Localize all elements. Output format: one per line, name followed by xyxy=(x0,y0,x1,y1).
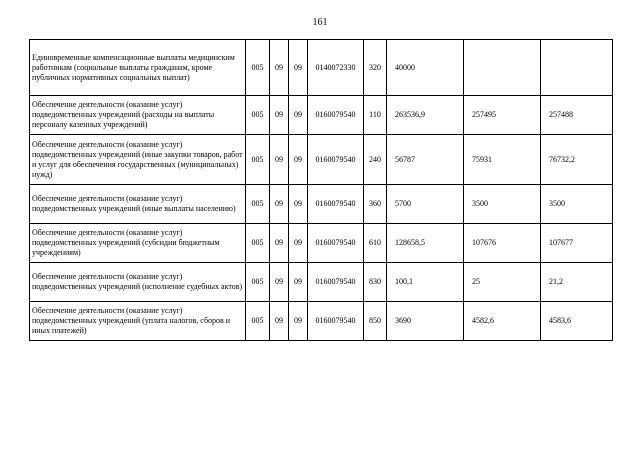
amount-2 xyxy=(464,40,541,96)
amount-3: 3500 xyxy=(541,185,613,224)
amount-1: 128658,5 xyxy=(387,224,464,263)
row-name: Обеспечение деятельности (оказание услуг) подведомственных учреждений (уплата налогов, сборов и иных платежей) xyxy=(30,302,246,341)
section-code: 09 xyxy=(270,40,289,96)
amount-2: 3500 xyxy=(464,185,541,224)
expense-type-code: 850 xyxy=(364,302,387,341)
subsection-code: 09 xyxy=(289,40,308,96)
ministry-code: 005 xyxy=(246,185,270,224)
subsection-code: 09 xyxy=(289,135,308,185)
expense-type-code: 830 xyxy=(364,263,387,302)
row-name: Обеспечение деятельности (оказание услуг) подведомственных учреждений (иные выплаты населению) xyxy=(30,185,246,224)
amount-2: 257495 xyxy=(464,96,541,135)
amount-3 xyxy=(541,40,613,96)
amount-1: 263536,9 xyxy=(387,96,464,135)
section-code: 09 xyxy=(270,224,289,263)
amount-1: 5700 xyxy=(387,185,464,224)
amount-3: 4583,6 xyxy=(541,302,613,341)
table-row xyxy=(30,96,613,135)
amount-3: 76732,2 xyxy=(541,135,613,185)
amount-2: 107676 xyxy=(464,224,541,263)
row-name: Обеспечение деятельности (оказание услуг) подведомственных учреждений (иные закупки товаров, работ и услуг для обеспечения государственных (муниципальных) нужд) xyxy=(30,135,246,185)
subsection-code: 09 xyxy=(289,96,308,135)
target-article-code: 0160079540 xyxy=(308,185,364,224)
ministry-code: 005 xyxy=(246,40,270,96)
row-name: Обеспечение деятельности (оказание услуг) подведомственных учреждений (субсидии бюджетным учреждениям) xyxy=(30,224,246,263)
table-row xyxy=(30,224,613,263)
target-article-code: 0160079540 xyxy=(308,135,364,185)
table-row xyxy=(30,40,613,96)
budget-table xyxy=(29,39,613,341)
ministry-code: 005 xyxy=(246,263,270,302)
ministry-code: 005 xyxy=(246,135,270,185)
row-name: Обеспечение деятельности (оказание услуг) подведомственных учреждений (исполнение судебных актов) xyxy=(30,263,246,302)
ministry-code: 005 xyxy=(246,96,270,135)
table-row xyxy=(30,135,613,185)
target-article-code: 0160079540 xyxy=(308,224,364,263)
section-code: 09 xyxy=(270,263,289,302)
amount-3: 107677 xyxy=(541,224,613,263)
section-code: 09 xyxy=(270,96,289,135)
amount-1: 100,1 xyxy=(387,263,464,302)
section-code: 09 xyxy=(270,135,289,185)
target-article-code: 0160079540 xyxy=(308,96,364,135)
target-article-code: 0160079540 xyxy=(308,302,364,341)
expense-type-code: 320 xyxy=(364,40,387,96)
amount-2: 4582,6 xyxy=(464,302,541,341)
table-row xyxy=(30,302,613,341)
subsection-code: 09 xyxy=(289,185,308,224)
page-number: 161 xyxy=(312,17,328,28)
amount-1: 56787 xyxy=(387,135,464,185)
subsection-code: 09 xyxy=(289,263,308,302)
row-name: Обеспечение деятельности (оказание услуг) подведомственных учреждений (расходы на выплаты персоналу казенных учреждений) xyxy=(30,96,246,135)
expense-type-code: 110 xyxy=(364,96,387,135)
amount-2: 25 xyxy=(464,263,541,302)
section-code: 09 xyxy=(270,185,289,224)
ministry-code: 005 xyxy=(246,302,270,341)
expense-type-code: 240 xyxy=(364,135,387,185)
amount-1: 3690 xyxy=(387,302,464,341)
amount-2: 75931 xyxy=(464,135,541,185)
table-row xyxy=(30,185,613,224)
amount-1: 40000 xyxy=(387,40,464,96)
table-row xyxy=(30,263,613,302)
amount-3: 257488 xyxy=(541,96,613,135)
target-article-code: 0160079540 xyxy=(308,263,364,302)
row-name: Единовременные компенсационные выплаты медицинским работникам (социальные выплаты гражданам, кроме публичных нормативных социальных выплат) xyxy=(30,40,246,96)
expense-type-code: 610 xyxy=(364,224,387,263)
section-code: 09 xyxy=(270,302,289,341)
expense-type-code: 360 xyxy=(364,185,387,224)
ministry-code: 005 xyxy=(246,224,270,263)
table-body xyxy=(30,40,613,341)
subsection-code: 09 xyxy=(289,224,308,263)
target-article-code: 0140072330 xyxy=(308,40,364,96)
amount-3: 21,2 xyxy=(541,263,613,302)
subsection-code: 09 xyxy=(289,302,308,341)
